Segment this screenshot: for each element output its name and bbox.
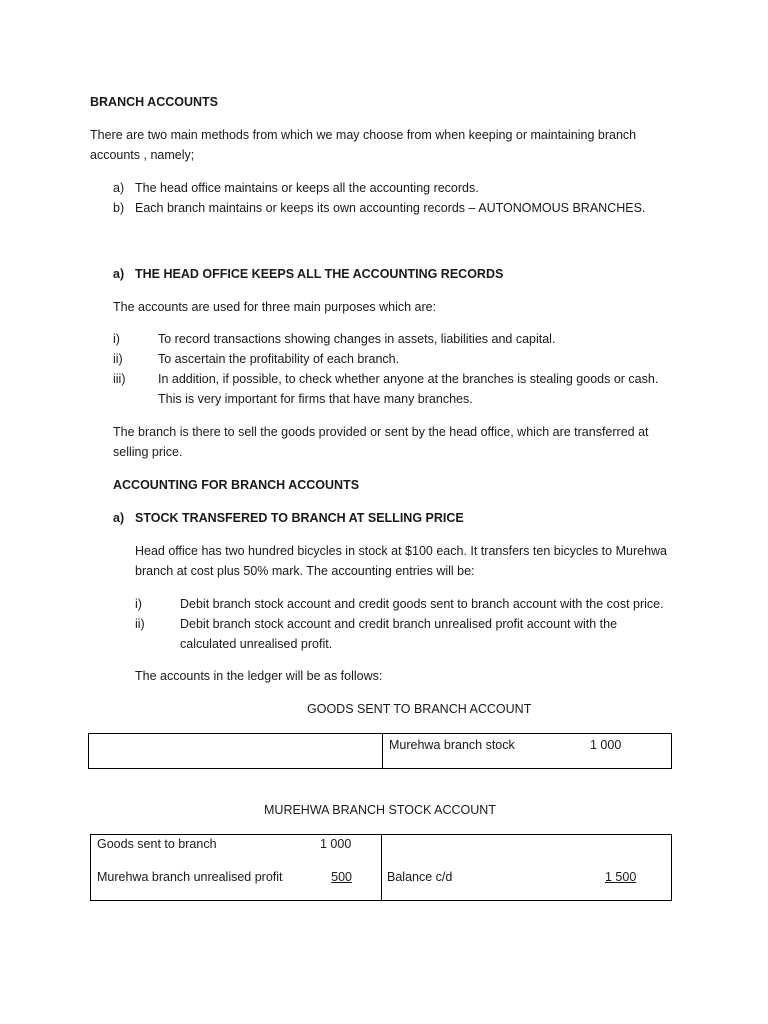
stock-account-title: MUREHWA BRANCH STOCK ACCOUNT: [264, 803, 496, 817]
entry-marker: i): [135, 597, 142, 611]
goods-sent-account-title: GOODS SENT TO BRANCH ACCOUNT: [307, 702, 532, 716]
intro-line-1: There are two main methods from which we may choose from when keeping or maintaining branch: [90, 128, 637, 142]
purpose-text: To ascertain the profitability of each branch.: [158, 352, 400, 366]
method-marker: a): [113, 181, 125, 195]
method-text: The head office maintains or keeps all the accounting records.: [135, 181, 479, 195]
debit-amount: 500: [331, 870, 352, 884]
example-line-2: branch at cost plus 50% mark. The accounting entries will be:: [135, 564, 475, 578]
branch-paragraph-line-2: selling price.: [113, 445, 183, 459]
credit-label: Balance c/d: [387, 870, 453, 884]
branch-paragraph-line-1: The branch is there to sell the goods provided or sent by the head office, which are transferred at: [113, 425, 649, 439]
goods-sent-credit-amount: 1 000: [590, 738, 622, 752]
entry-text: Debit branch stock account and credit goods sent to branch account with the cost price.: [180, 597, 664, 611]
debit-label: Goods sent to branch: [97, 837, 217, 851]
debit-label: Murehwa branch unrealised profit: [97, 870, 283, 884]
method-text: Each branch maintains or keeps its own accounting records – AUTONOMOUS BRANCHES.: [135, 201, 646, 215]
purpose-marker: iii): [113, 372, 126, 386]
section-a-marker: a): [113, 267, 125, 281]
purpose-text: In addition, if possible, to check whether anyone at the branches is stealing goods or cash.: [158, 372, 659, 386]
stock-ledger-table: [90, 834, 672, 901]
purpose-text: To record transactions showing changes in assets, liabilities and capital.: [158, 332, 556, 346]
goods-sent-ledger-table: [88, 733, 672, 769]
credit-amount: 1 500: [605, 870, 637, 884]
purposes-intro: The accounts are used for three main purposes which are:: [113, 300, 437, 314]
entry-text-continued: calculated unrealised profit.: [180, 637, 333, 651]
stock-section-heading: STOCK TRANSFERED TO BRANCH AT SELLING PRICE: [135, 511, 464, 525]
ledger-intro: The accounts in the ledger will be as follows:: [135, 669, 383, 683]
purpose-text-continued: This is very important for firms that have many branches.: [158, 392, 473, 406]
method-marker: b): [113, 201, 125, 215]
stock-section-marker: a): [113, 511, 125, 525]
accounting-heading: ACCOUNTING FOR BRANCH ACCOUNTS: [113, 478, 360, 492]
example-line-1: Head office has two hundred bicycles in stock at $100 each. It transfers ten bicycles to Murehwa: [135, 544, 667, 558]
intro-line-2: accounts , namely;: [90, 148, 195, 162]
ledger-divider: [381, 835, 382, 900]
page-title: BRANCH ACCOUNTS: [90, 95, 219, 109]
debit-amount: 1 000: [320, 837, 352, 851]
purpose-marker: ii): [113, 352, 123, 366]
entry-text: Debit branch stock account and credit branch unrealised profit account with the: [180, 617, 618, 631]
section-a-heading: THE HEAD OFFICE KEEPS ALL THE ACCOUNTING RECORDS: [135, 267, 504, 281]
goods-sent-credit-label: Murehwa branch stock: [389, 738, 515, 752]
ledger-divider: [382, 734, 383, 768]
purpose-marker: i): [113, 332, 120, 346]
entry-marker: ii): [135, 617, 145, 631]
